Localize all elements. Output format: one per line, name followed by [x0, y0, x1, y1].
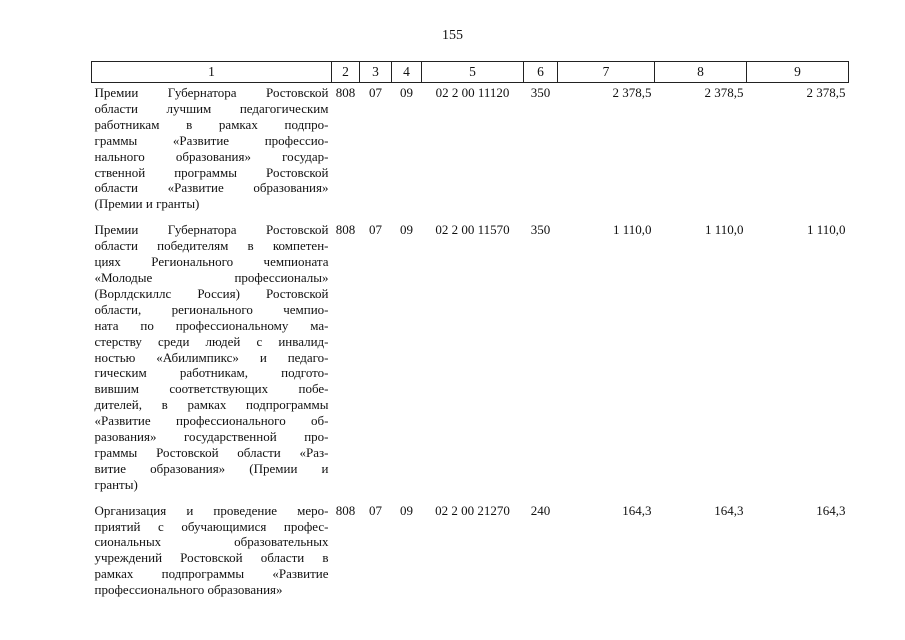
page-number: 155 — [442, 28, 463, 43]
table-row — [92, 220, 849, 500]
description-line: гическим работникам, подгото- — [94, 365, 329, 381]
header-row — [92, 62, 849, 83]
description-line: сиональных образовательных — [94, 534, 329, 550]
description-line: вившим соответствующих побе- — [94, 381, 329, 397]
description-line: области лучшим педагогическим — [94, 100, 329, 116]
description-line: области победителям в компетен- — [94, 238, 329, 254]
header-col-6: 6 — [524, 62, 558, 83]
description-line: нального образования» государ- — [94, 148, 329, 164]
amount-col-9: 164,3 — [816, 502, 846, 518]
header-col-5: 5 — [422, 62, 524, 83]
description-line: (Премии и гранты) — [94, 196, 200, 212]
description-line: рамках подпрограммы «Развитие — [94, 566, 329, 582]
amount-col-8: 164,3 — [714, 502, 744, 518]
amount-col-8: 2 378,5 — [704, 85, 744, 100]
description-line: ностью «Абилимпикс» и педаго- — [94, 349, 329, 365]
description-line: циях Регионального чемпионата — [94, 254, 329, 270]
header-col-4: 4 — [392, 62, 422, 83]
ministry-code: 808 — [335, 222, 356, 238]
description-line: Премии Губернатора Ростовской — [94, 85, 329, 100]
expense-type-code: 350 — [530, 222, 551, 238]
description-line: (Ворлдскиллс Россия) Ростовской — [94, 285, 329, 301]
description-line: граммы Ростовской области «Раз- — [94, 444, 329, 460]
amount-col-7: 1 110,0 — [612, 222, 652, 238]
header-col-2: 2 — [332, 62, 360, 83]
description-line: Организация и проведение меро- — [94, 502, 329, 518]
description-line: «Молодые профессионалы» — [94, 269, 329, 285]
description-line: стерству среди людей с инвалид- — [94, 333, 329, 349]
table-row — [92, 501, 849, 606]
header-col-1: 1 — [92, 62, 332, 83]
description-line: области, регионального чемпио- — [94, 301, 329, 317]
description-line: «Развитие профессионального об- — [94, 413, 329, 429]
description-line: Премии Губернатора Ростовской — [94, 222, 329, 238]
row-description — [92, 83, 332, 221]
amount-col-8: 1 110,0 — [704, 222, 744, 238]
subsection-code: 09 — [400, 85, 413, 100]
ministry-code: 808 — [335, 502, 356, 518]
description-line: витие образования» (Премии и — [94, 460, 329, 476]
amount-col-7: 2 378,5 — [612, 85, 652, 100]
subsection-code: 09 — [400, 502, 413, 518]
amount-col-9: 2 378,5 — [806, 85, 846, 100]
row-description — [92, 501, 332, 606]
header-col-8: 8 — [655, 62, 747, 83]
description-line: профессионального образования» — [94, 582, 283, 598]
expense-type-code: 350 — [530, 85, 551, 100]
amount-col-9: 1 110,0 — [806, 222, 846, 238]
description-line: приятий с обучающимися профес- — [94, 518, 329, 534]
section-code: 07 — [369, 222, 382, 238]
description-line: разования» государственной про- — [94, 429, 329, 445]
subsection-code: 09 — [400, 222, 413, 238]
header-col-7: 7 — [558, 62, 655, 83]
description-line: работникам в рамках подпро- — [94, 116, 329, 132]
budget-table — [91, 61, 849, 606]
header-col-9: 9 — [747, 62, 849, 83]
description-line: ната по профессиональному ма- — [94, 317, 329, 333]
description-line: ственной программы Ростовской — [94, 164, 329, 180]
section-code: 07 — [369, 502, 382, 518]
target-article-code: 02 2 00 11120 — [435, 85, 510, 100]
description-line: гранты) — [94, 476, 138, 492]
table-body — [92, 83, 849, 607]
table-row — [92, 83, 849, 221]
amount-col-7: 164,3 — [622, 502, 652, 518]
description-line: граммы «Развитие профессио- — [94, 132, 329, 148]
target-article-code: 02 2 00 11570 — [435, 222, 510, 238]
header-col-3: 3 — [360, 62, 392, 83]
expense-type-code: 240 — [530, 502, 551, 518]
section-code: 07 — [369, 85, 382, 100]
description-line: дителей, в рамках подпрограммы — [94, 397, 329, 413]
target-article-code: 02 2 00 21270 — [435, 502, 510, 518]
description-line: учреждений Ростовской области в — [94, 550, 329, 566]
row-description — [92, 220, 332, 500]
description-line: области «Развитие образования» — [94, 180, 329, 196]
ministry-code: 808 — [335, 85, 356, 100]
